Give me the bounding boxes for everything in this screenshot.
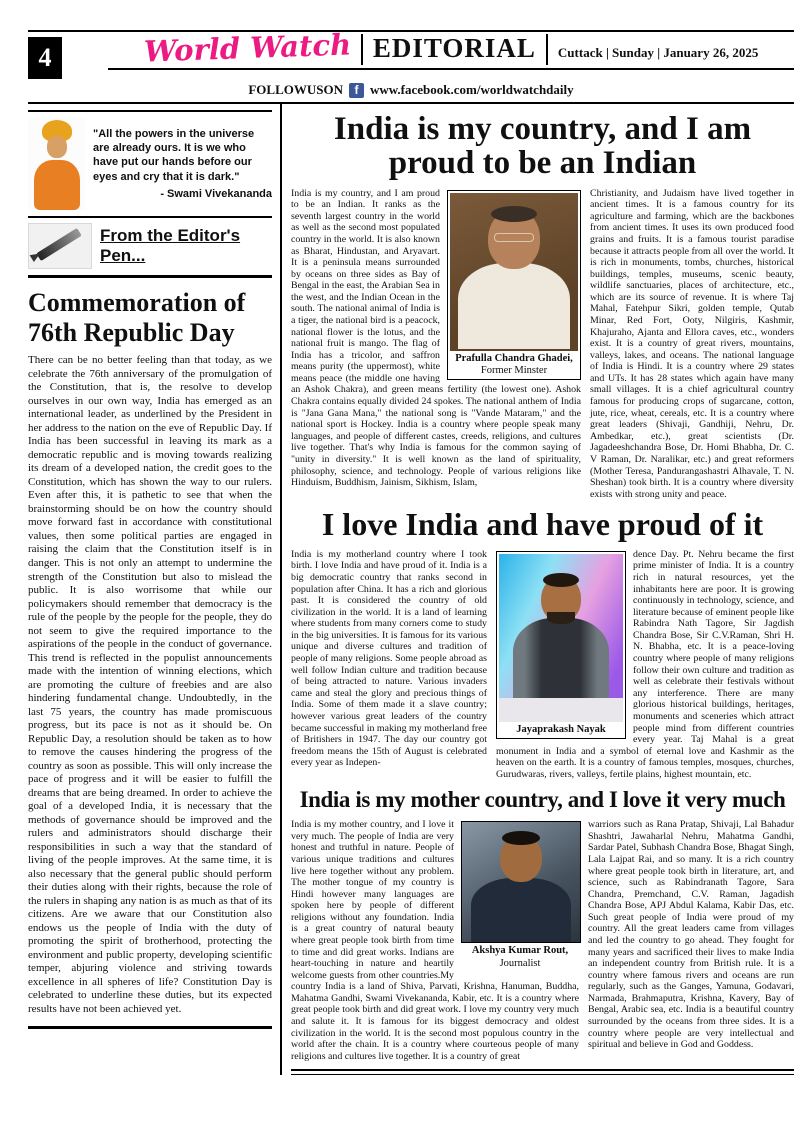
quote: "All the powers in the universe are already ours. It is we who have put our hands before our eyes and cry that it is dark."	[93, 128, 255, 183]
pen-image	[28, 223, 92, 269]
caption-name: Akshya Kumar Rout,	[471, 945, 569, 957]
masthead	[28, 27, 794, 104]
page-bottom-rule	[291, 1069, 794, 1075]
quote-author: - Swami Vivekananda	[160, 187, 272, 200]
caption-role: Journalist	[499, 957, 541, 969]
editors-pen-banner	[28, 218, 272, 278]
editorial-end-rule	[28, 1026, 272, 1029]
editor-column	[28, 104, 282, 1075]
caption-name: Jayaprakash Nayak	[516, 723, 606, 735]
article3-photo-caption	[461, 943, 579, 970]
article1-body-right: Christianity, and Judaism have lived together in ancient times. It is a famous country for its agriculture and farming, which are the backbones from ancient times. It uses its own produced food grains and fruits. It is a famous tourist paradise because it attracts people from all over the world. It is rich in monuments, tombs, churches, historical buildings, temples, museums, scenic beauty, wildlife sanctuaries, places of architecture, etc., which are its source of revenue. It is where Taj Mahal, Fatehpur Sikri, golden temple, Qutab Minar, Red Fort, Ooty, Nilgiris, Kashmir, Khajuraho, Ajanta and Ellora caves, etc., wonders exist. It is a country of great rivers, mountains, valleys, lakes, and oceans. The national language of India is Hindi. It is a country where 29 states and UTs. It has 28 states which again have many small villages. It is a chief agricultural country famous for producing crops of sugarcane, cotton, jute, rice, wheat, cereals, etc. It is a country where great leaders (Shivaji, Gandhiji, Nehru, Dr. Ambedkar, etc.), great scientists (Dr. Jagadeeshchandra Bose, Dr. Homi Bhabha, Dr. C. V Raman, Dr. Naralikar, etc.) and great reformers (Mother Teresa, Pandurangashastri Alhavale, T. N. Sheshan) took birth. It is a country where diversity exists with strong unity and peace.	[590, 187, 795, 500]
article1-photo	[447, 190, 581, 381]
akshya-kumar-rout-photo	[461, 821, 581, 943]
article3-headline: India is my mother country, and I love it very much	[299, 787, 786, 813]
article-india-is-my-country	[291, 112, 794, 500]
article2-body-right: dence Day. Pt. Nehru became the first prime minister of India. It is a country rich in natural resources, yet the inhabitants here are poor. It is growing continuously in technology, science, and literature because of eminent people like Rabindra Nath Tagore, Sir Jagdish Chandra Bose, Sir C.V.Raman, Shri H. N. Bhabha, etc. It is a peace-loving country where people of many religions follow their own culture and tradition as well as celebrate their festivals without any interference. There are many glorious historical buildings, heritages, monuments and sceneries which attract people mind from different countries every year. Taj Mahal is a great monument in India and a symbol of eternal love and Kashmir as the heaven on the earth. It is a country of famous temples, mosques, churches, Gurudwaras, rivers, valleys, fertile plains, highest mountain, etc.	[496, 548, 794, 780]
facebook-icon: f	[349, 83, 364, 98]
quote-box	[28, 110, 272, 218]
article3-photo	[461, 821, 579, 970]
caption-name: Prafulla Chandra Ghadei,	[455, 352, 573, 364]
swami-vivekananda-image	[28, 118, 86, 210]
jayaprakash-nayak-photo	[499, 554, 623, 722]
article2-photo-caption	[499, 722, 623, 736]
section-title: EDITORIAL	[372, 33, 536, 63]
article1-photo-caption	[450, 351, 578, 378]
article1-body-left: India is my country, and I am proud to be an Indian. It ranks as the seventh largest country in the world as well as the second most populated country in the world. It is also known as Bharat, Hindustan, and Aryavart. It is a peninsula means surrounded by oceans on three sides as Bay of Bengal in the east, the Arabian Sea in the west, and the Indian Ocean in the south. The national animal of India is a tiger, the national bird is a peacock, national flower is the lotus, and the national fruit is mango. The flag of India has a tricolor, and saffron means purity (the uppermost), white means peace (the middle one having an Ashok Chakra), and green means fertility (the lowest one). Ashok Chakra contains equally divided 24 spokes. The national anthem of India is "Jana Gana Mana," the national song is "Vande Mataram," and the national sport is Hockey. India is a country where people speak many languages, and people of different castes, creeds, religions, and cultures live together. That's why India is famous for the common saying of "unity in diversity." It is well known as the land of spirituality, philosophy, science, and technology. People of various religions like Hinduism, Buddhism, Jainism, Sikhism, Islam,	[291, 187, 581, 489]
editorial-body: There can be no better feeling than that today, as we celebrate the 76th anniversary of the promulgation of the Constitution, that is, the resolve to develop ourselves in our own way, India has emerged as an international leader, as underlined by the President in her address to the nation on the eve of Republic Day. If India has been successful in leaving its mark as a democratic republic and is moving towards realizing its dream of a developed nation, the credit goes to the Constitution, which has shown the way to our rulers. Even after this, it is pathetic to see that when the brainstorming should be on how the country should move forward fast in accordance with constitutional values, then some political parties are engaged in raising the claim that the Constitution itself is in danger. This is not only an attempt to undermine the strength of the Constitution but also to mislead the public. It is also worrisome that while our policymakers should remember that democracy is the rule of the people by the people for the people, they do not seem to give the required importance to the aspirations of the people in the conduct of governance. This trend is reflected in the populist announcements made with the intention of winning elections, which are promoting the culture of freebies and are also hindering fundamental change. Undoubtedly, in the last 75 years, the country has made promiscuous progress, but its pace is not as it should be. On Republic Day, a resolution should be taken as to how to remove the causes hindering the progress of the country as soon as possible. This will only increase the pace of progress and it will be easier to fulfill the dreams that are being dreamed. In order to achieve the goal of a developed India, it is necessary that the methods of governance should be improved and the rulers and administrators should discharge their responsibilities in such a way that the standard of living of the people improves. At the same time, it is also necessary that the general public should perform their duties along with their rights, because the role of the rulers in shaping any nation is as much as that of its citizens. Are we aware that our Constitution also endows us the people of India with the duty of promoting the spirit of brotherhood, protecting the environment and public property, developing scientific temper, abjuring violence and striving towards excellence in all spheres of life? Constitution Day is celebrated to underline these duties, but its expected results have not been achieved yet.	[28, 354, 272, 1015]
newspaper-logo: World Watch	[143, 27, 352, 69]
article-india-mother-country	[291, 788, 794, 1062]
quote-text	[93, 127, 272, 200]
masthead-divider	[546, 34, 548, 65]
facebook-url: www.facebook.com/worldwatchdaily	[369, 82, 574, 97]
prafulla-chandra-ghadei-photo	[450, 193, 578, 351]
page-number: 4	[28, 37, 62, 79]
articles-column	[282, 104, 794, 1075]
article2-headline: I love India and have proud of it	[321, 506, 764, 543]
article3-body-left: India is my mother country, and I love it very much. The people of India are very honest and truthful in nature. People of various unique traditions and cultures live here together without any problem. The mother tongue of my country is Hindi however many languages are spoken here by people of different religions without any foundation. India is a great country of natural beauty where great people took birth from time to time and did great works. Indians are heart-touching in nature and heartily welcome guests from other countries.My country India is a land of Shiva, Parvati, Krishna, Hanuman, Buddha, Mahatma Gandhi, Swami Vivekananda, Kabir, etc. It is a country where great people took birth and did great work. I love my country very much and salute it. It is famous for its biggest democracy and oldest civilization in the world. It is the second most populous country in the world after the chain. It is a country where courteous people of many religions and cultures live together. It is a country of great	[291, 819, 579, 1062]
editorial-title: Commemoration of 76th Republic Day	[28, 288, 246, 347]
article1-headline: India is my country, and I am proud to be an Indian	[333, 111, 752, 182]
article3-body-right: warriors such as Rana Pratap, Shivaji, Lal Bahadur Shashtri, Jawaharlal Nehru, Mahatma Gandhi, Sardar Patel, Subhash Chandra Bose, Bhagat Singh, Lala Lajpat Rai, and so many. It is a rich country where great people took birth in literature, art, and science, such as Rabindranath Tagore, Sara Chandra, Premchand, C.V. Raman, Jagadish Chandra Bose, APJ Abdul Kalama, Kabir Das, etc. Such great people of India were proud of my country. All the great leaders came from villages and led the country to go ahead. They fought for many years and sacrificed their lives to make India an independent country from British rule. It is a country where famous rivers and oceans are run regularly, such as the Ganges, Yamuna, Godavari, Narmada, Brahmaputra, Krishna, Kavery, Bay of Bengal, Arabic sea, etc. India is a beautiful country surrounded by the oceans from three sides. It is a country where people are very intellectual and spiritual and believe in God and Goddess.	[588, 819, 794, 1051]
article2-photo	[496, 551, 626, 739]
article2-body-left: India is my motherland country where I took birth. I love India and have proud of it. India is a big democratic country that ranks second in population after China. It has a rich and glorious past. It is considered the country of old civilization in the world. It is a land of learning where students from many corners come to study in the big universities. It is famous for its various unique and diverse cultures and tradition of people of many religions. Some people abroad as well follow Indian culture and tradition because of being attracted to nature. Various invaders came and steal the glory and precious things of India. Some of them made it a slave country; however various great leaders of the country became successful in making my motherland free of Britishers in 1947. The day our country got freedom means the 15th of August is celebrated every year as Indepen-	[291, 548, 487, 769]
article-i-love-india	[291, 508, 794, 780]
masthead-divider	[361, 34, 363, 65]
dateline: Cuttack | Sunday | January 26, 2025	[557, 45, 759, 60]
follow-strip	[28, 79, 794, 104]
caption-role: Former Minster	[480, 365, 548, 376]
editors-pen-title: From the Editor's Pen...	[100, 226, 241, 265]
follow-label: FOLLOWUSON	[248, 82, 343, 97]
